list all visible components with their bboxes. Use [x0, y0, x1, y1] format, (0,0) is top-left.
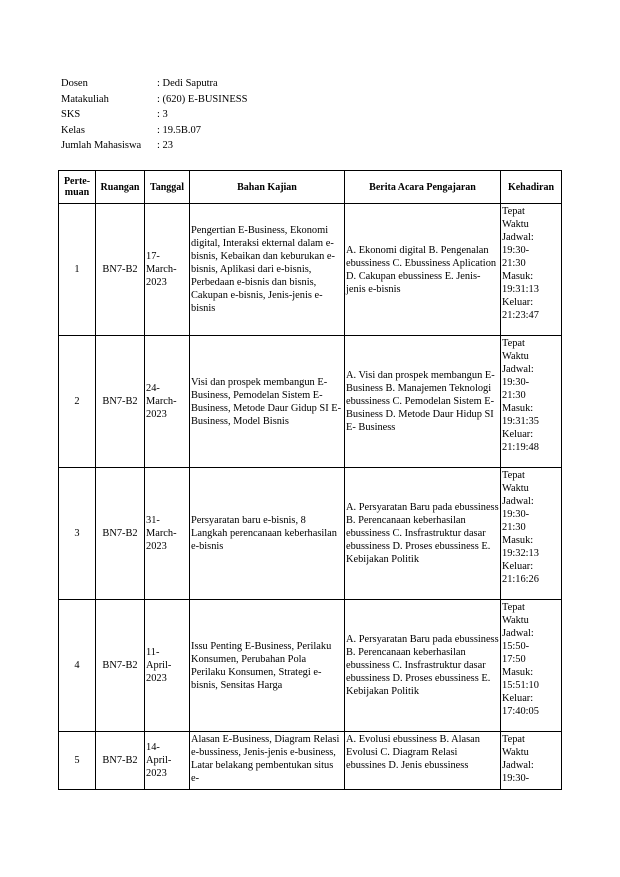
row-number: 1 — [59, 204, 96, 336]
info-value: : Dedi Saputra — [157, 78, 218, 89]
attendance-table — [58, 170, 562, 790]
table-row — [59, 732, 562, 790]
row-number: 3 — [59, 468, 96, 600]
row-bahan-kajian: Pengertian E-Business, Ekonomi digital, Interaksi ekternal dalam e-bisnis, Kebaikan dan keburukan e-bisnis, Aplikasi dari e-bisnis, Perbedaan e-bisnis dan bisnis, Cakupan e-bisnis, Jenis-jenis e-bisnis — [190, 204, 345, 336]
row-bahan-kajian: Alasan E-Business, Diagram Relasi e-bussiness, Jenis-jenis e-business, Latar belakang pembentukan situs e- — [190, 732, 345, 790]
row-bahan-kajian: Issu Penting E-Business, Perilaku Konsumen, Perubahan Pola Perilaku Konsumen, Strategi e-bisnis, Sensitas Harga — [190, 600, 345, 732]
col-header-berita-acara: Berita Acara Pengajaran — [345, 171, 501, 204]
row-ruangan: BN7-B2 — [96, 204, 145, 336]
row-ruangan: BN7-B2 — [96, 600, 145, 732]
row-kehadiran: Tepat Waktu Jadwal: 15:50- 17:50 Masuk: 15:51:10 Keluar: 17:40:05 — [501, 600, 562, 732]
course-info — [61, 76, 247, 154]
table-row — [59, 468, 562, 600]
col-header-ruangan: Ruangan — [96, 171, 145, 204]
row-kehadiran: Tepat Waktu Jadwal: 19:30- 21:30 Masuk: 19:31:13 Keluar: 21:23:47 — [501, 204, 562, 336]
row-bahan-kajian: Visi dan prospek membangun E- Business, Pemodelan Sistem E- Business, Metode Daur Gidup SI E- Business, Model Bisnis — [190, 336, 345, 468]
col-header-tanggal: Tanggal — [145, 171, 190, 204]
table-header-row — [59, 171, 562, 204]
row-tanggal: 31- March- 2023 — [145, 468, 190, 600]
row-tanggal: 11- April- 2023 — [145, 600, 190, 732]
row-tanggal: 24- March- 2023 — [145, 336, 190, 468]
row-ruangan: BN7-B2 — [96, 468, 145, 600]
info-value: : (620) E-BUSINESS — [157, 93, 248, 105]
col-header-pertemuan: Perte- muan — [59, 171, 96, 204]
row-ruangan: BN7-B2 — [96, 336, 145, 468]
info-row-kelas — [61, 123, 247, 139]
info-row-dosen — [61, 76, 247, 92]
table-row — [59, 600, 562, 732]
row-kehadiran: Tepat Waktu Jadwal: 19:30- — [501, 732, 562, 790]
info-row-matakuliah — [61, 92, 247, 108]
row-berita-acara: A. Evolusi ebussiness B. Alasan Evolusi C. Diagram Relasi ebussines D. Jenis ebussiness — [345, 732, 501, 790]
table-row — [59, 204, 562, 336]
info-row-sks — [61, 107, 247, 123]
col-header-bahan-kajian: Bahan Kajian — [190, 171, 345, 204]
info-label: Dosen — [61, 78, 88, 89]
info-value: : 19.5B.07 — [157, 124, 202, 136]
row-number: 4 — [59, 600, 96, 732]
row-berita-acara: A. Persyaratan Baru pada ebussiness B. Perencanaan keberhasilan ebussiness C. Insfrastruktur dasar ebussiness D. Proses ebussiness E. Kebijakan Politik — [345, 600, 501, 732]
info-label: Jumlah Mahasiswa — [61, 140, 142, 151]
info-row-jumlah — [61, 138, 247, 154]
info-value: : 23 — [157, 140, 174, 151]
row-ruangan: BN7-B2 — [96, 732, 145, 790]
row-bahan-kajian: Persyaratan baru e-bisnis, 8 Langkah perencanaan keberhasilan e-bisnis — [190, 468, 345, 600]
row-number: 2 — [59, 336, 96, 468]
row-number: 5 — [59, 732, 96, 790]
row-berita-acara: A. Visi dan prospek membangun E- Business B. Manajemen Teknologi ebussiness C. Pemodelan Sistem E- Business D. Metode Daur Hidup SI E- Business — [345, 336, 501, 468]
table-row — [59, 336, 562, 468]
info-label: SKS — [61, 109, 81, 120]
info-value: : 3 — [157, 109, 168, 120]
row-tanggal: 14- April- 2023 — [145, 732, 190, 790]
col-header-kehadiran: Kehadiran — [501, 171, 562, 204]
info-label: Matakuliah — [61, 93, 109, 105]
row-tanggal: 17- March- 2023 — [145, 204, 190, 336]
row-kehadiran: Tepat Waktu Jadwal: 19:30- 21:30 Masuk: 19:31:35 Keluar: 21:19:48 — [501, 336, 562, 468]
info-label: Kelas — [61, 124, 85, 136]
row-berita-acara: A. Persyaratan Baru pada ebussiness B. Perencanaan keberhasilan ebussiness C. Insfrastruktur dasar ebussiness D. Proses ebussiness E. Kebijakan Politik — [345, 468, 501, 600]
row-berita-acara: A. Ekonomi digital B. Pengenalan ebussiness C. Ebussiness Aplication D. Cakupan ebussiness E. Jenis-jenis e-bisnis — [345, 204, 501, 336]
row-kehadiran: Tepat Waktu Jadwal: 19:30- 21:30 Masuk: 19:32:13 Keluar: 21:16:26 — [501, 468, 562, 600]
